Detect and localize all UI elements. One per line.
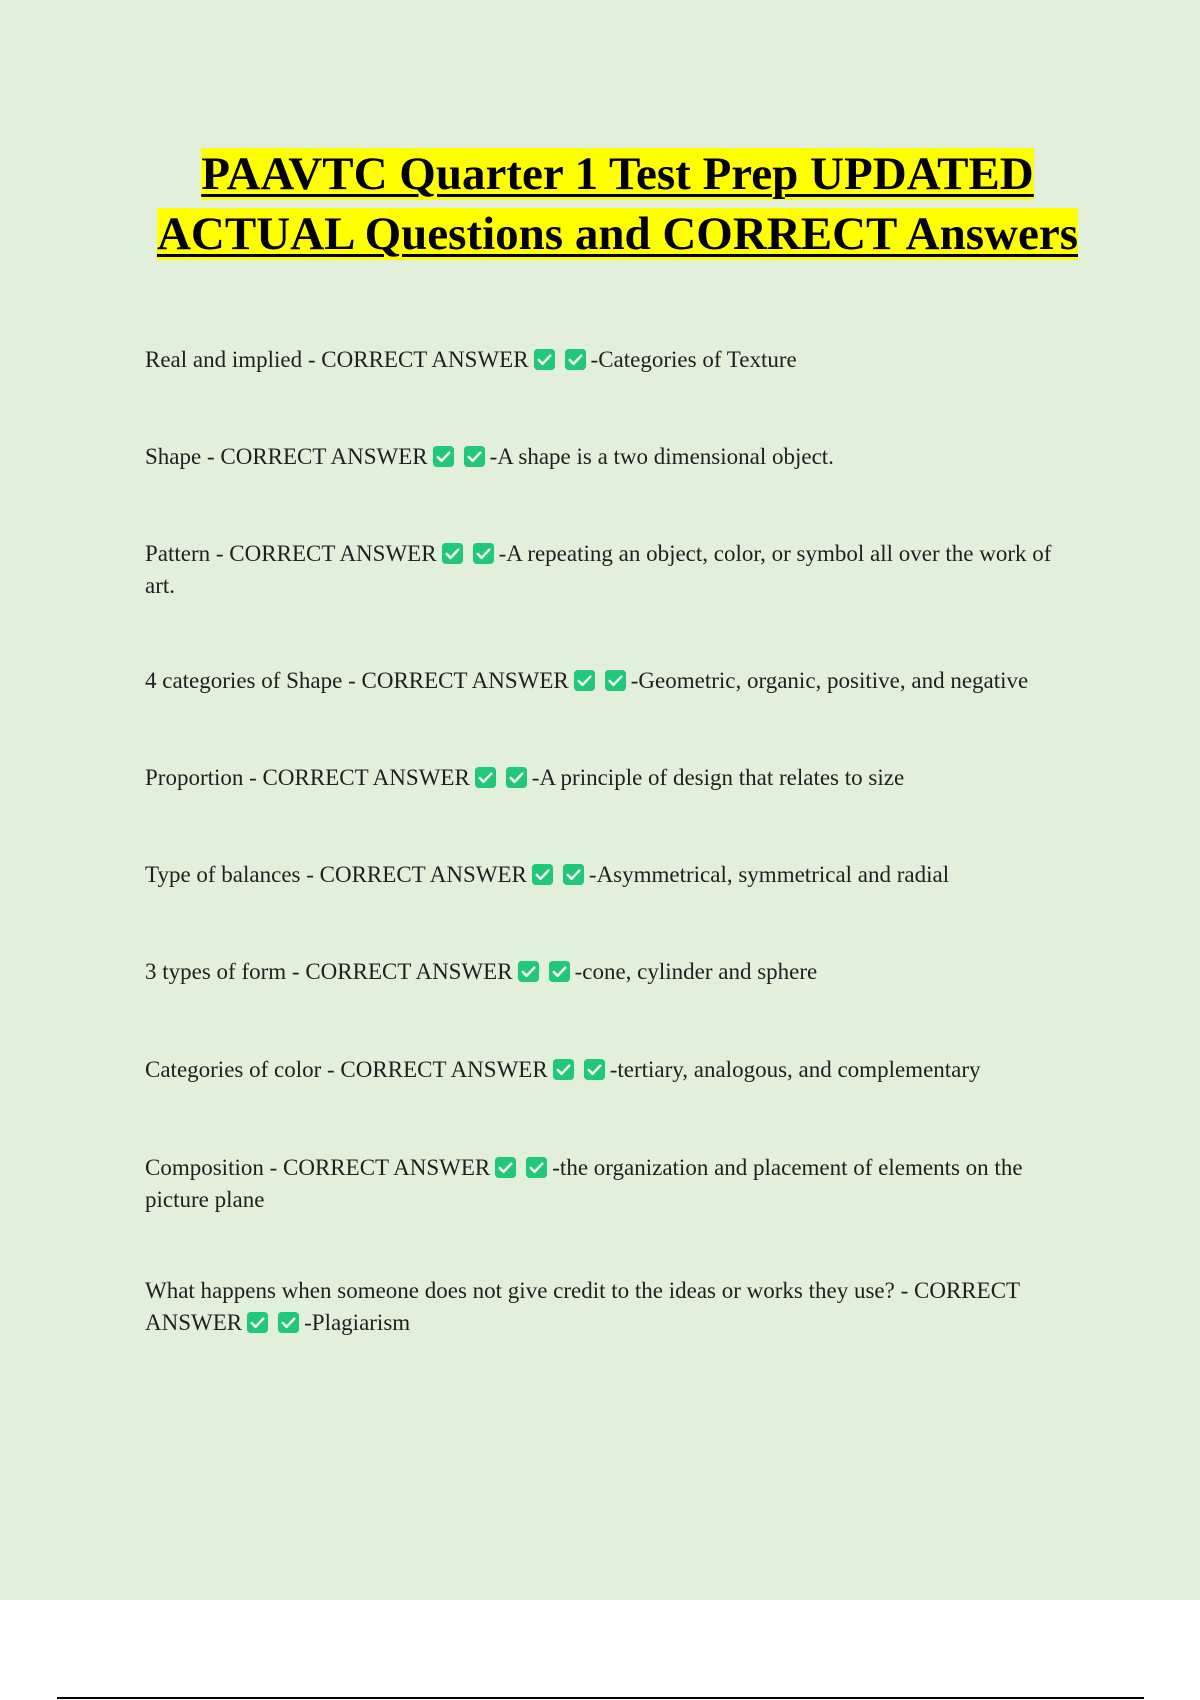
answer-text: -A principle of design that relates to size <box>531 765 905 790</box>
check-mark-icon <box>494 1156 517 1179</box>
qa-item-3 <box>145 538 1080 602</box>
question-text: 4 categories of Shape - CORRECT ANSWER <box>145 668 569 693</box>
check-mark-icon <box>432 445 455 468</box>
check-mark-icon <box>505 766 528 789</box>
qa-item-1 <box>145 344 1080 376</box>
question-text: Type of balances - CORRECT ANSWER <box>145 862 527 887</box>
question-text: Real and implied - CORRECT ANSWER <box>145 347 529 372</box>
check-mark-icon <box>525 1156 548 1179</box>
question-text: What happens when someone does not give credit to the ideas or works they use? - CORRECT ANSWER <box>145 1278 1020 1335</box>
document-title <box>140 144 1095 264</box>
answer-text: -Geometric, organic, positive, and negative <box>630 668 1029 693</box>
check-mark-icon <box>246 1311 269 1334</box>
qa-item-9 <box>145 1152 1080 1216</box>
check-mark-icon <box>573 669 596 692</box>
check-mark-icon <box>531 863 554 886</box>
check-mark-icon <box>463 445 486 468</box>
question-text: Shape - CORRECT ANSWER <box>145 444 428 469</box>
question-text: Proportion - CORRECT ANSWER <box>145 765 470 790</box>
check-mark-icon <box>277 1311 300 1334</box>
check-mark-icon <box>548 960 571 983</box>
answer-text: -the organization and placement of elements on the picture plane <box>145 1155 1023 1212</box>
check-mark-icon <box>604 669 627 692</box>
question-text: Pattern - CORRECT ANSWER <box>145 541 437 566</box>
check-mark-icon <box>517 960 540 983</box>
answer-text: -Categories of Texture <box>590 347 797 372</box>
answer-text: -A repeating an object, color, or symbol all over the work of art. <box>145 541 1052 598</box>
qa-item-2 <box>145 441 1080 473</box>
check-mark-icon <box>472 542 495 565</box>
qa-item-8 <box>145 1054 1080 1086</box>
question-text: Composition - CORRECT ANSWER <box>145 1155 491 1180</box>
check-mark-icon <box>441 542 464 565</box>
answer-text: -tertiary, analogous, and complementary <box>609 1057 981 1082</box>
check-mark-icon <box>562 863 585 886</box>
check-mark-icon <box>533 348 556 371</box>
document-title-text: PAAVTC Quarter 1 Test Prep UPDATED ACTUAL Questions and CORRECT Answers <box>156 148 1079 260</box>
check-mark-icon <box>474 766 497 789</box>
check-mark-icon <box>552 1058 575 1081</box>
answer-text: -cone, cylinder and sphere <box>574 959 818 984</box>
question-text: 3 types of form - CORRECT ANSWER <box>145 959 513 984</box>
check-mark-icon <box>583 1058 606 1081</box>
check-mark-icon <box>564 348 587 371</box>
qa-item-7 <box>145 956 1080 988</box>
question-text: Categories of color - CORRECT ANSWER <box>145 1057 548 1082</box>
answer-text: -Asymmetrical, symmetrical and radial <box>588 862 950 887</box>
qa-item-5 <box>145 762 1080 794</box>
answer-text: -A shape is a two dimensional object. <box>489 444 834 469</box>
answer-text: -Plagiarism <box>304 1310 411 1335</box>
qa-item-10 <box>145 1275 1080 1339</box>
qa-item-6 <box>145 859 1080 891</box>
footer-divider <box>57 1697 1144 1699</box>
qa-item-4 <box>145 665 1080 697</box>
